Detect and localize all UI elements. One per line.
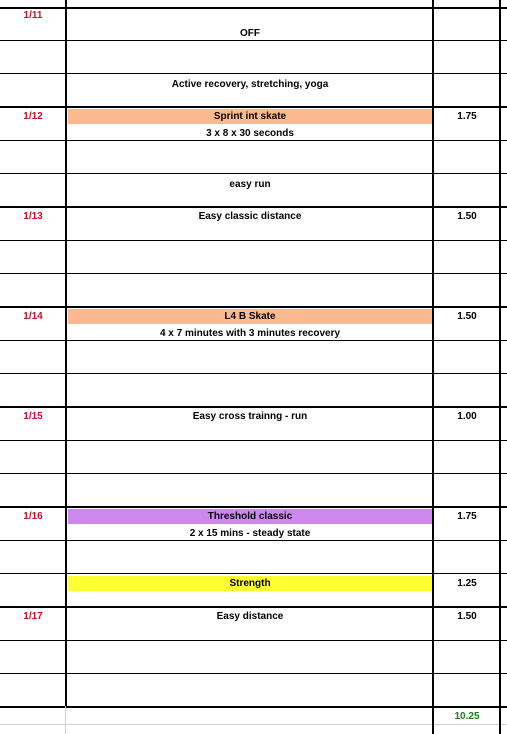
- workout-title: Active recovery, stretching, yoga: [171, 79, 329, 90]
- grid-line: [65, 706, 66, 734]
- grid-line: [0, 140, 507, 141]
- workout-detail: 3 x 8 x 30 seconds: [206, 128, 294, 139]
- grid-line: [0, 406, 507, 408]
- grid-line: [0, 473, 507, 474]
- day-date: 1/16: [23, 511, 43, 522]
- workout-hours: 1.25: [457, 578, 477, 589]
- grid-line: [0, 673, 507, 674]
- workout-hours: 1.75: [457, 111, 477, 122]
- workout-hours: 1.50: [457, 311, 477, 322]
- workout-hours: 1.50: [457, 611, 477, 622]
- grid-line: [0, 173, 507, 174]
- day-date: 1/12: [23, 111, 43, 122]
- grid-line: [0, 573, 507, 574]
- workout-title: L4 B Skate: [224, 311, 276, 322]
- grid-line: [0, 706, 507, 708]
- day-date: 1/14: [23, 311, 43, 322]
- grid-line: [0, 506, 507, 508]
- day-date: 1/15: [23, 411, 43, 422]
- workout-title: OFF: [240, 28, 260, 39]
- grid-line: [0, 340, 507, 341]
- grid-line: [0, 206, 507, 208]
- workout-title: Easy classic distance: [198, 211, 302, 222]
- grid-line: [0, 73, 507, 74]
- day-date: 1/11: [23, 10, 43, 21]
- grid-line: [0, 106, 507, 108]
- grid-line: [432, 0, 434, 734]
- workout-title: Sprint int skate: [213, 111, 287, 122]
- grid-line: [65, 0, 67, 706]
- workout-hours: 1.00: [457, 411, 477, 422]
- workout-detail: 2 x 15 mins - steady state: [189, 528, 311, 539]
- grid-line: [0, 640, 507, 641]
- grid-line: [0, 273, 507, 274]
- day-date: 1/13: [23, 211, 43, 222]
- workout-title: Easy distance: [216, 611, 284, 622]
- workout-title: Threshold classic: [207, 511, 293, 522]
- grid-line: [499, 0, 501, 734]
- workout-title: easy run: [229, 179, 271, 190]
- grid-line: [0, 240, 507, 241]
- workout-title: Strength: [229, 578, 271, 589]
- total-hours: 10.25: [454, 711, 480, 722]
- grid-line: [0, 724, 507, 725]
- day-date: 1/17: [23, 611, 43, 622]
- workout-hours: 1.50: [457, 211, 477, 222]
- workout-detail: 4 x 7 minutes with 3 minutes recovery: [159, 328, 341, 339]
- grid-line: [0, 606, 507, 608]
- workout-title: Easy cross trainng - run: [192, 411, 308, 422]
- grid-line: [0, 7, 507, 9]
- grid-line: [0, 40, 507, 41]
- grid-line: [0, 440, 507, 441]
- workout-hours: 1.75: [457, 511, 477, 522]
- grid-line: [0, 373, 507, 374]
- grid-line: [0, 306, 507, 308]
- grid-line: [0, 540, 507, 541]
